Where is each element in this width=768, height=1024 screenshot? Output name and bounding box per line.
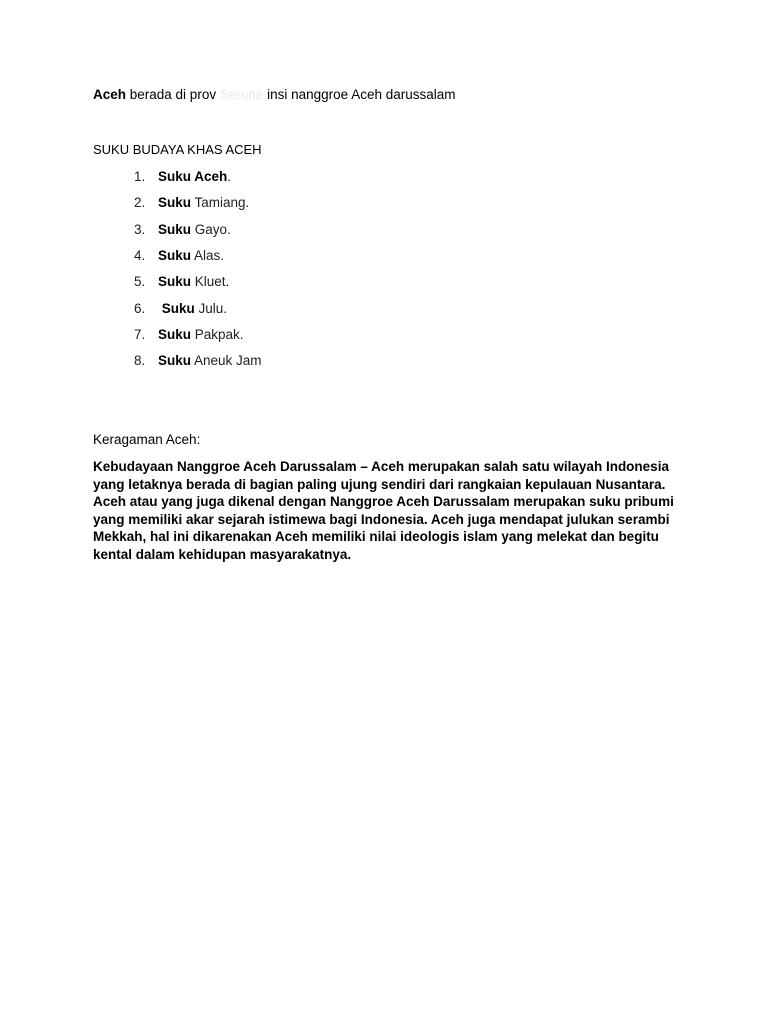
list-item-number: 2. — [134, 195, 146, 211]
intro-bold-word: Aceh — [93, 87, 127, 102]
intro-line — [93, 87, 456, 102]
intro-text-before: berada di prov — [126, 87, 220, 102]
list-item-text — [158, 353, 262, 368]
list-item-text — [158, 222, 231, 237]
intro-faint-text: Serune — [219, 87, 264, 102]
list-item-text — [158, 169, 231, 184]
list-item-number: 7. — [134, 326, 146, 342]
list-item-rest: Kluet. — [191, 274, 230, 290]
diversity-paragraph: Kebudayaan Nanggroe Aceh Darussalam – Aceh merupakan salah satu wilayah Indonesia yang letaknya berada di bagian paling ujung sendiri dari rangkaian kepulauan Nusantara. Aceh atau yang juga dikenal dengan Nanggroe Aceh Darussalam merupakan suku pribumi yang memiliki akar sejarah istimewa bagi Indonesia. Aceh juga mendapat julukan serambi Mekkah, hal ini dikarenakan Aceh memiliki nilai ideologis islam yang melekat dan begitu kental dalam kehidupan masyarakatnya. — [93, 459, 674, 562]
list-item-rest: Gayo. — [191, 221, 231, 237]
list-item-number: 1. — [134, 169, 146, 184]
list-item-text — [158, 301, 227, 316]
intro-text-after: insi nanggroe Aceh darussalam — [263, 87, 456, 102]
list-item-number: 3. — [134, 221, 146, 237]
list-item-text — [158, 248, 224, 263]
list-item-rest: Aneuk Jam — [191, 353, 262, 369]
list-item-rest: Julu. — [194, 300, 228, 316]
diversity-label: Keragaman Aceh: — [93, 432, 201, 447]
list-item-number: 4. — [134, 247, 146, 263]
list-item-rest: Pakpak. — [191, 326, 244, 342]
section-heading: SUKU BUDAYA KHAS ACEH — [93, 142, 262, 157]
list-item-text — [158, 195, 249, 210]
list-item-bold: Suku Aceh — [158, 169, 228, 184]
list-item-rest: Tamiang. — [191, 195, 250, 211]
list-item-bold: Suku — [158, 195, 192, 211]
list-item-bold: Suku — [158, 221, 192, 237]
list-item-number: 6. — [134, 300, 146, 316]
list-item-bold: Suku — [158, 326, 192, 342]
list-item-rest: . — [227, 169, 232, 184]
list-item-text — [158, 274, 229, 289]
list-item-bold: Suku — [158, 300, 195, 316]
list-item-bold: Suku — [158, 274, 192, 290]
list-item-rest: Alas. — [191, 247, 225, 263]
list-item-number: 5. — [134, 274, 146, 290]
list-item-bold: Suku — [158, 247, 192, 263]
list-item-number: 8. — [134, 353, 146, 369]
list-item-text — [158, 327, 244, 342]
list-item-bold: Suku — [158, 353, 192, 369]
